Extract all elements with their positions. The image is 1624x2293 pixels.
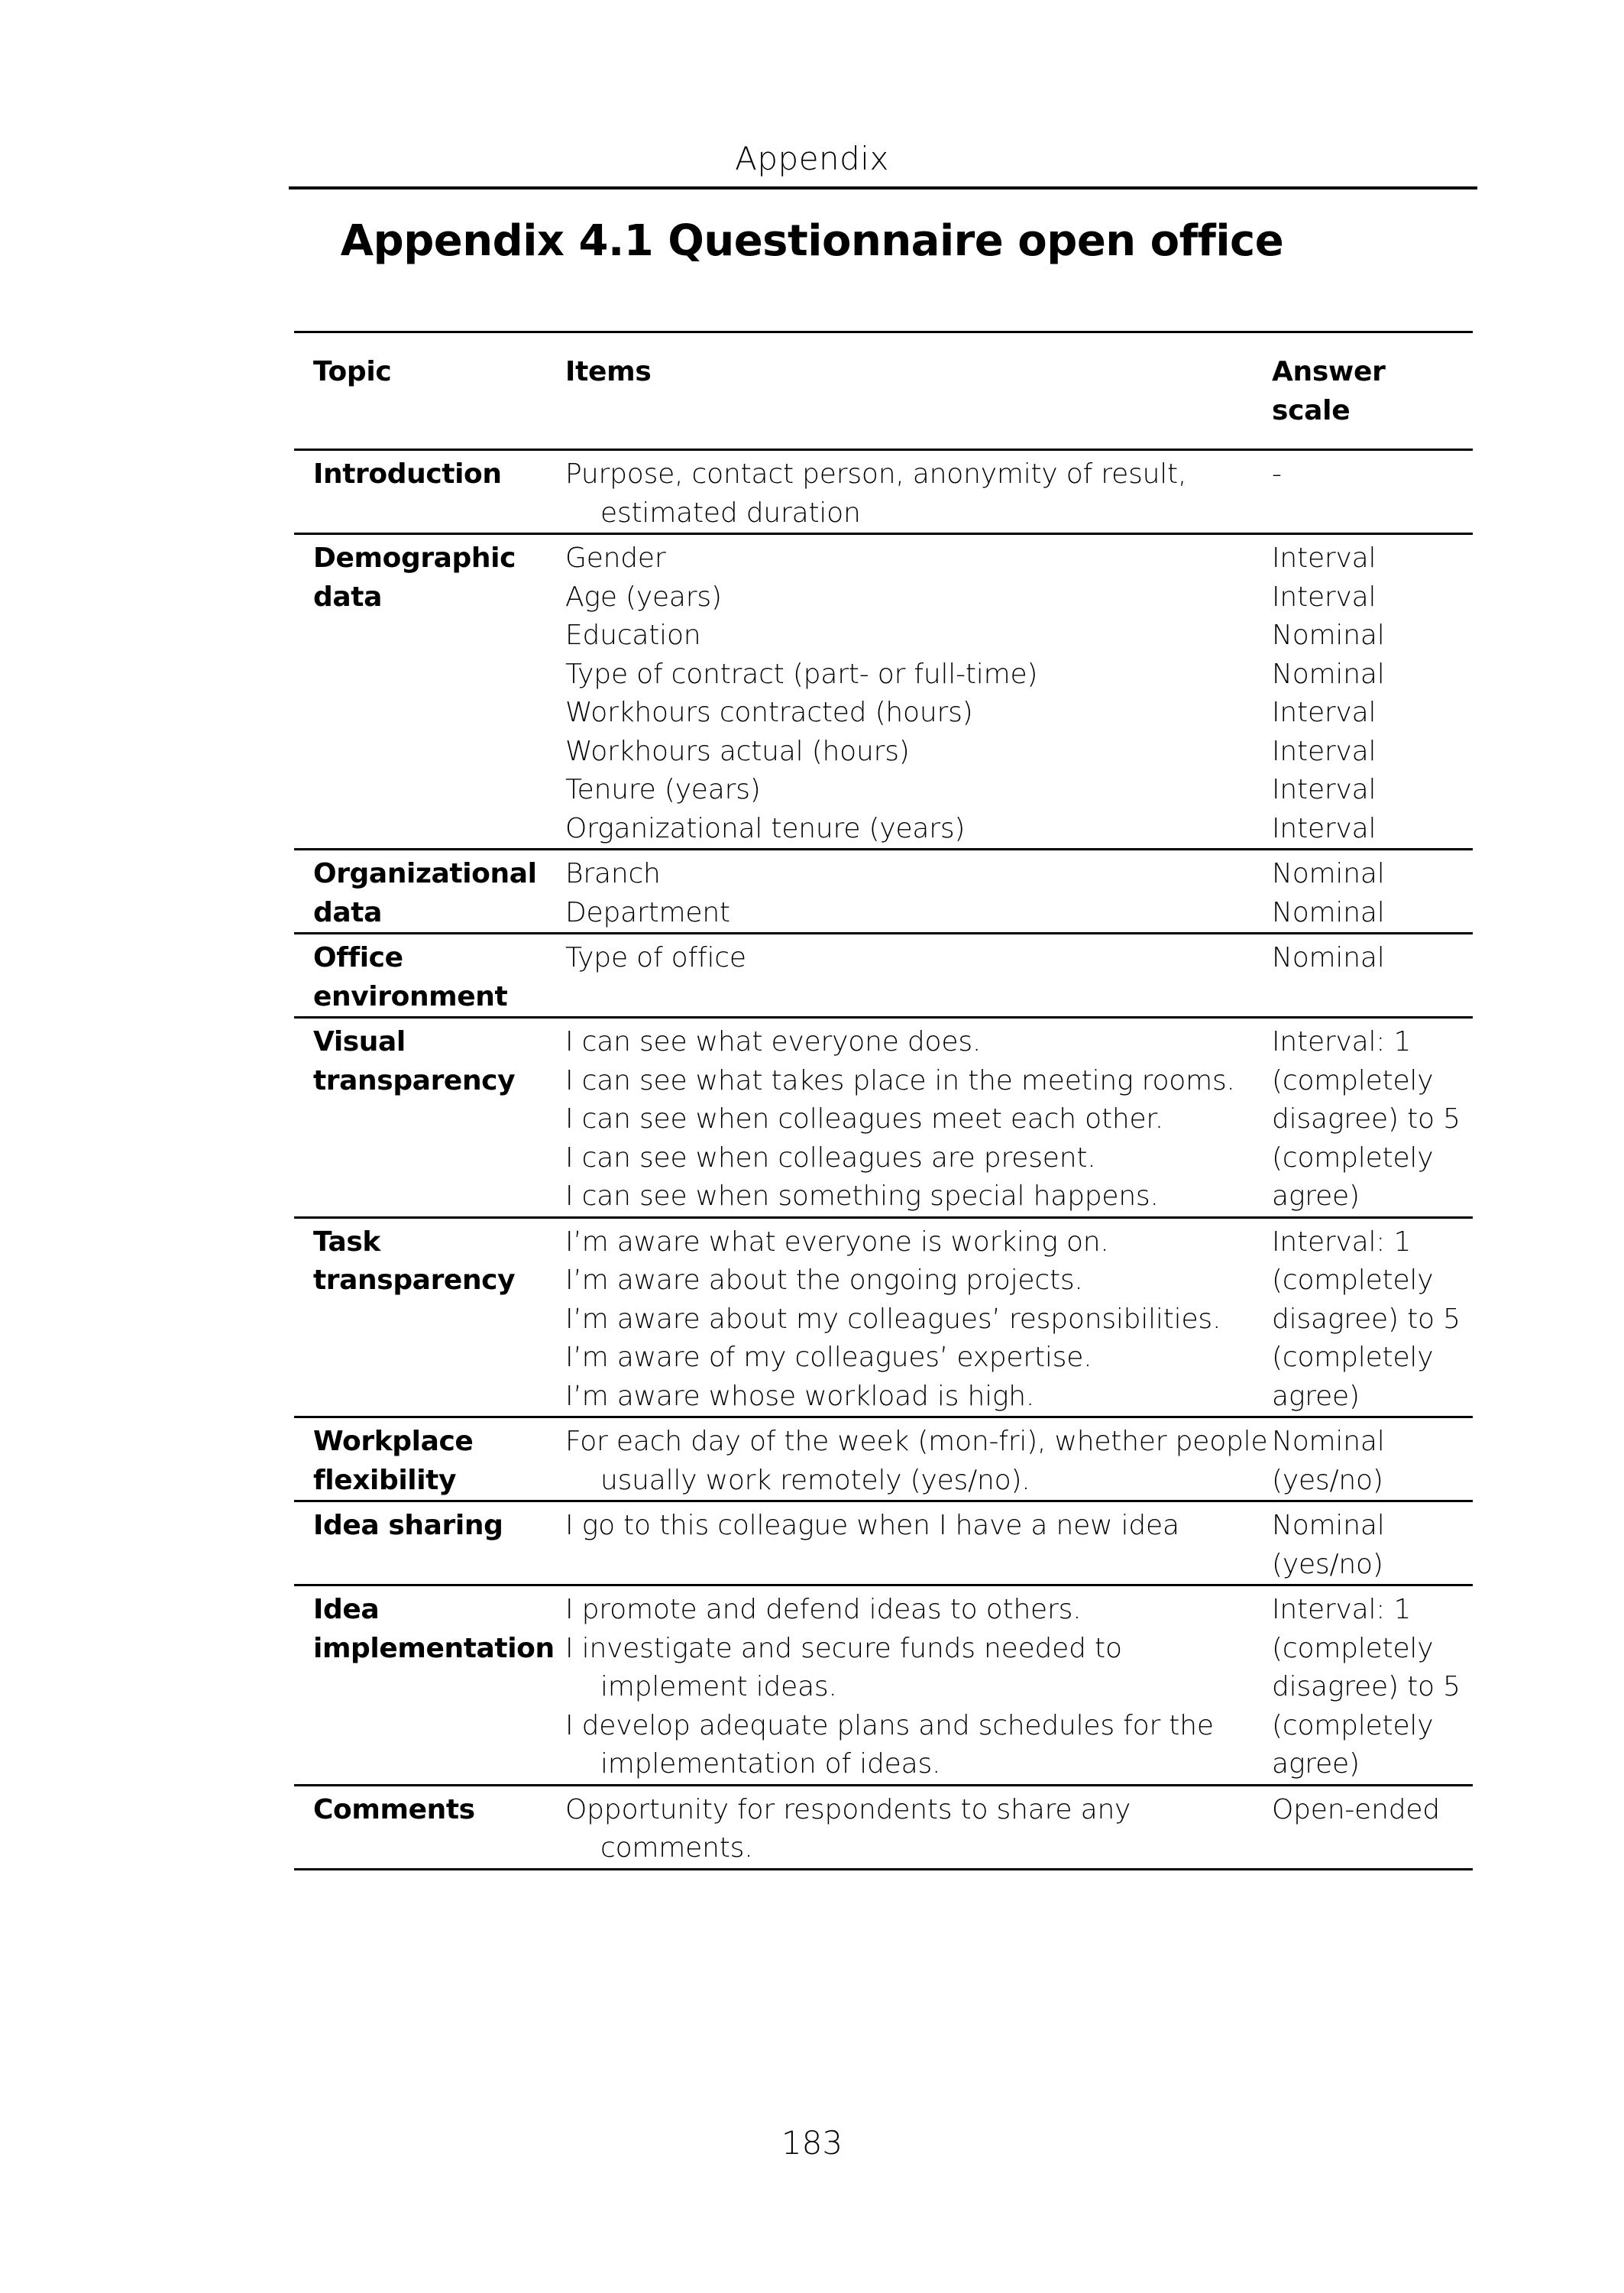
item-text: I can see when something special happens. — [565, 1181, 1159, 1212]
answer-scale-cell — [1272, 934, 1473, 1018]
item-text: I promote and defend ideas to others. — [565, 1594, 1082, 1625]
item-text: Workhours contracted (hours) — [565, 697, 973, 728]
table-row — [294, 1217, 1473, 1417]
items-cell — [565, 1217, 1272, 1417]
running-head: Appendix — [735, 140, 889, 177]
topic-cell: Demographic data — [294, 534, 565, 850]
item-text: I can see what everyone does. — [565, 1026, 982, 1057]
topic-cell: Office environment — [294, 934, 565, 1018]
answer-scale-text: Interval: 1 (completely disagree) to 5 (completely agree) — [1272, 1026, 1461, 1212]
table-row — [294, 1785, 1473, 1869]
item-text: Workhours actual (hours) — [565, 735, 910, 767]
table-row — [294, 850, 1473, 934]
answer-scale-text: - — [1272, 458, 1282, 490]
table-body — [294, 450, 1473, 1870]
questionnaire-table — [294, 331, 1473, 1870]
item-text: Age (years) — [565, 581, 722, 613]
answer-scale-text: Nominal — [1272, 942, 1385, 973]
topic-cell: Introduction — [294, 450, 565, 534]
table-row — [294, 1501, 1473, 1585]
answer-scale-text: Nominal (yes/no) — [1272, 1426, 1385, 1496]
item-text: Opportunity for respondents to share any comments. — [565, 1793, 1131, 1864]
item-text: I can see what takes place in the meeting rooms. — [565, 1064, 1235, 1096]
answer-scale-cell — [1272, 534, 1473, 850]
answer-scale-text: Nominal — [1272, 858, 1385, 889]
topic-cell: Comments — [294, 1785, 565, 1869]
table-row — [294, 450, 1473, 534]
item-text: Type of contract (part- or full-time) — [565, 658, 1038, 690]
topic-cell: Organizational data — [294, 850, 565, 934]
answer-scale-cell — [1272, 450, 1473, 534]
item-text: Education — [565, 620, 701, 651]
answer-scale-text: Nominal (yes/no) — [1272, 1510, 1385, 1580]
table-row — [294, 1585, 1473, 1786]
item-text: I investigate and secure funds needed to implement ideas. — [565, 1632, 1122, 1702]
answer-scale-cell — [1272, 1417, 1473, 1501]
items-cell — [565, 1501, 1272, 1585]
item-text: Department — [565, 896, 730, 928]
answer-scale-cell — [1272, 1501, 1473, 1585]
items-cell — [565, 1417, 1272, 1501]
answer-scale-text: Nominal — [1272, 658, 1385, 690]
item-text: I’m aware about my colleagues’ responsibilities. — [565, 1303, 1221, 1335]
answer-scale-text: Nominal — [1272, 620, 1385, 651]
item-text: Tenure (years) — [565, 774, 761, 805]
item-text: I’m aware about the ongoing projects. — [565, 1265, 1083, 1296]
answer-scale-cell — [1272, 1785, 1473, 1869]
table-row — [294, 1417, 1473, 1501]
answer-scale-text: Nominal — [1272, 896, 1385, 928]
column-header-answer-scale: Answer scale — [1272, 332, 1473, 450]
page-title: Appendix 4.1 Questionnaire open office — [340, 216, 1284, 266]
item-text: I’m aware what everyone is working on. — [565, 1226, 1109, 1258]
answer-scale-text: Interval — [1272, 735, 1377, 767]
item-text: For each day of the week (mon-fri), whether people usually work remotely (yes/no). — [565, 1426, 1268, 1496]
header-rule — [289, 186, 1477, 189]
answer-scale-text: Interval — [1272, 581, 1377, 613]
items-cell — [565, 1018, 1272, 1218]
item-text: Gender — [565, 542, 666, 574]
table-row — [294, 934, 1473, 1018]
item-text: I’m aware whose workload is high. — [565, 1380, 1035, 1412]
topic-cell: Idea sharing — [294, 1501, 565, 1585]
answer-scale-cell — [1272, 1217, 1473, 1417]
answer-scale-text: Interval — [1272, 542, 1377, 574]
table-header-row — [294, 332, 1473, 450]
page-number: 183 — [781, 2124, 843, 2162]
items-cell — [565, 850, 1272, 934]
answer-scale-text: Interval: 1 (completely disagree) to 5 (completely agree) — [1272, 1594, 1461, 1780]
topic-cell: Idea implementation — [294, 1585, 565, 1786]
item-text: I can see when colleagues meet each other. — [565, 1103, 1163, 1135]
item-text: Organizational tenure (years) — [565, 812, 966, 844]
topic-cell: Visual transparency — [294, 1018, 565, 1218]
item-text: Branch — [565, 858, 661, 889]
column-header-topic: Topic — [294, 332, 565, 450]
item-text: Purpose, contact person, anonymity of result, estimated duration — [565, 458, 1187, 529]
answer-scale-cell — [1272, 1018, 1473, 1218]
answer-scale-text: Interval: 1 (completely disagree) to 5 (completely agree) — [1272, 1226, 1461, 1412]
topic-cell: Task transparency — [294, 1217, 565, 1417]
item-text: I go to this colleague when I have a new idea — [565, 1510, 1179, 1541]
table-row — [294, 534, 1473, 850]
item-text: I’m aware of my colleagues’ expertise. — [565, 1342, 1092, 1373]
item-text: I develop adequate plans and schedules for the implementation of ideas. — [565, 1709, 1214, 1780]
answer-scale-text: Interval — [1272, 812, 1377, 844]
table-row — [294, 1018, 1473, 1218]
column-header-items: Items — [565, 332, 1272, 450]
items-cell — [565, 450, 1272, 534]
answer-scale-cell — [1272, 1585, 1473, 1786]
item-text: Type of office — [565, 942, 746, 973]
item-text: I can see when colleagues are present. — [565, 1142, 1096, 1174]
topic-cell: Workplace flexibility — [294, 1417, 565, 1501]
answer-scale-text: Interval — [1272, 774, 1377, 805]
items-cell — [565, 1785, 1272, 1869]
answer-scale-text: Open-ended — [1272, 1793, 1440, 1825]
items-cell — [565, 934, 1272, 1018]
items-cell — [565, 1585, 1272, 1786]
items-cell — [565, 534, 1272, 850]
answer-scale-cell — [1272, 850, 1473, 934]
answer-scale-text: Interval — [1272, 697, 1377, 728]
